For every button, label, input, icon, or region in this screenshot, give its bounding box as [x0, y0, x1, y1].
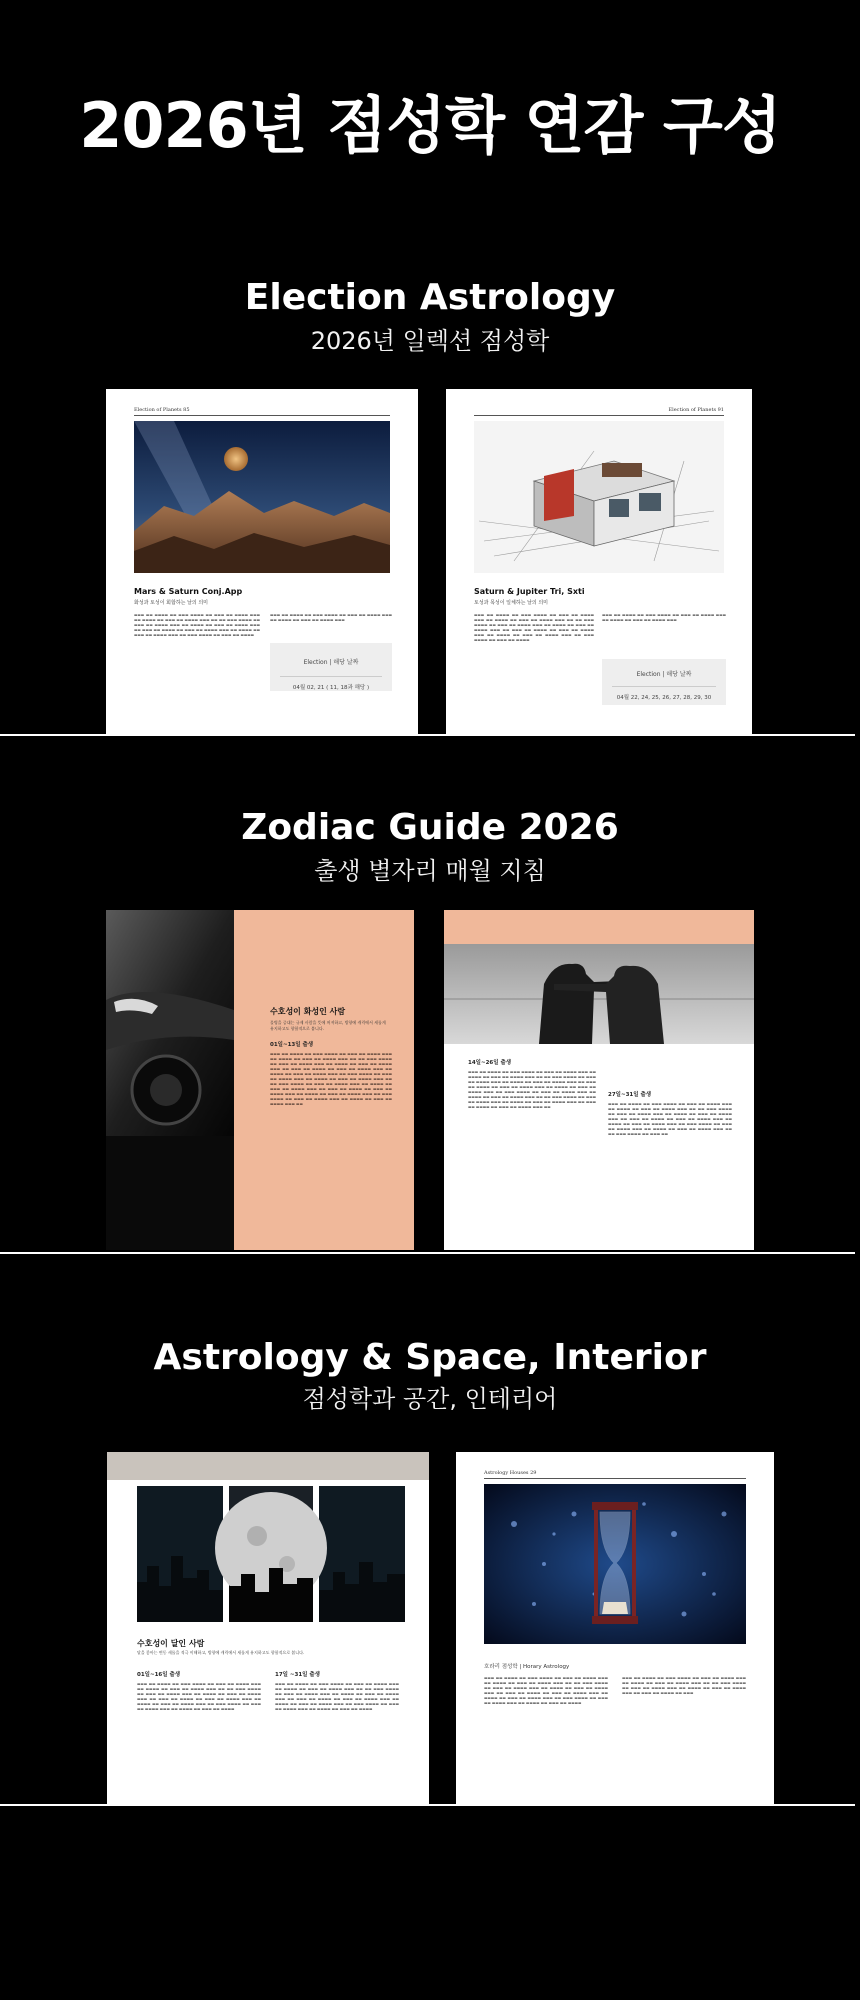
section-divider [0, 1252, 855, 1254]
car-shadow-image [106, 1136, 234, 1250]
section-election-subtitle: 2026년 일렉션 점성학 [310, 327, 550, 355]
running-head: Astrology Houses 29 [484, 1470, 537, 1476]
article-text-left: ▬▬▬ ▬▬ ▬▬▬▬ ▬▬ ▬▬▬ ▬▬▬▬ ▬▬ ▬▬▬ ▬▬ ▬▬▬▬ ▬▬▬ ▬▬ ▬▬▬▬ ▬▬ ▬▬▬ ▬▬ ▬▬▬▬ ▬▬▬ ▬▬ ▬▬ ▬▬▬ ▬▬▬▬ ▬▬ ▬▬▬ ▬▬ ▬▬▬▬ ▬▬▬ ▬▬ ▬▬▬▬ ▬▬ ▬▬▬ ▬▬ ▬▬▬▬ ▬▬▬ ▬▬ ▬▬▬ ▬▬ ▬▬▬▬ ▬▬ ▬▬▬ ▬▬ ▬▬▬▬ ▬▬▬ ▬▬ ▬▬▬▬ ▬▬ ▬▬▬ ▬▬ ▬▬▬▬ ▬▬▬ ▬▬ ▬▬▬ ▬▬▬▬ ▬▬ ▬▬▬ ▬▬ ▬▬▬▬ ▬▬▬ ▬▬ ▬▬▬▬ ▬▬ ▬▬▬ ▬▬ ▬▬▬▬ [484, 1676, 608, 1705]
section-zodiac-subtitle: 출생 별자리 매월 지침 [314, 857, 546, 885]
article-text-column-2: ▬▬▬ ▬▬ ▬▬▬▬ ▬▬ ▬▬▬ ▬▬▬▬ ▬▬ ▬▬▬ ▬▬ ▬▬▬▬ ▬▬▬ ▬▬ ▬▬▬▬ ▬▬ ▬▬▬ ▬▬ ▬▬▬▬ ▬▬▬ [270, 613, 392, 622]
section-space-title: Astrology & Space, Interior [153, 1337, 707, 1378]
period-heading-left: 01일~16일 출생 [137, 1672, 181, 1678]
section-divider [0, 734, 855, 736]
article-subheading: 물병을 증대는 규제 사람을 뜻에 꺼져하고, 방향에 캐릭에서 새롭게 유지하고도 향합적으로 봅니다. [270, 1020, 386, 1031]
soldiers-silhouette-image [444, 944, 754, 1044]
header-rule [474, 415, 724, 416]
running-head: Election of Planets 91 [668, 407, 724, 413]
section-election-title: Election Astrology [244, 277, 616, 318]
election-box-dates: 04월 22, 24, 25, 26, 27, 28, 29, 30 [612, 686, 716, 701]
article-heading: Mars & Saturn Conj.App [134, 587, 243, 596]
moon-city-image [137, 1486, 405, 1622]
space-left-page [107, 1452, 429, 1804]
article-subheading: 화성과 토성이 회합하는 날의 의미 [134, 600, 208, 606]
article-heading: 수호성이 달인 사람 [137, 1639, 205, 1648]
section-zodiac-title: Zodiac Guide 2026 [241, 807, 619, 848]
article-text-left: ▬▬▬ ▬▬ ▬▬▬▬ ▬▬ ▬▬▬ ▬▬▬▬ ▬▬ ▬▬▬ ▬▬ ▬▬▬▬ ▬▬▬ ▬▬ ▬▬▬▬ ▬▬ ▬▬▬ ▬▬ ▬▬▬▬ ▬▬▬ ▬▬ ▬▬ ▬▬▬ ▬▬▬▬ ▬▬ ▬▬▬ ▬▬ ▬▬▬▬ ▬▬▬ ▬▬ ▬▬▬▬ ▬▬ ▬▬▬ ▬▬ ▬▬▬▬ ▬▬▬ ▬▬ ▬▬▬ ▬▬ ▬▬▬▬ ▬▬ ▬▬▬ ▬▬ ▬▬▬▬ ▬▬▬ ▬▬ ▬▬▬▬ ▬▬ ▬▬▬ ▬▬ ▬▬▬▬ ▬▬▬ ▬▬ ▬▬▬ ▬▬▬▬ ▬▬ ▬▬▬ ▬▬ ▬▬▬▬ ▬▬▬ ▬▬ ▬▬▬▬ ▬▬ ▬▬▬ ▬▬ ▬▬▬▬ ▬▬▬ ▬▬ ▬▬ ▬▬▬ ▬▬▬▬ ▬▬ ▬▬▬ ▬▬ ▬▬▬▬ ▬▬▬ ▬▬ ▬▬▬▬ ▬▬ ▬▬▬ ▬▬ ▬▬▬▬ ▬▬▬ ▬▬ ▬▬▬ ▬▬ ▬▬▬▬ ▬▬ ▬▬▬ ▬▬ ▬▬▬▬ ▬▬▬ ▬▬ [468, 1070, 597, 1109]
article-subheading: 토성과 목성이 일체하는 날의 의미 [474, 600, 548, 606]
mars-landscape-image [134, 421, 390, 573]
space-right-page [456, 1452, 774, 1804]
hourglass-image [484, 1484, 746, 1644]
header-rule [484, 1478, 746, 1479]
period-heading: 01일~13일 출생 [270, 1042, 314, 1048]
architecture-sketch-image [474, 421, 724, 573]
article-subheading: 달을 좋아는 변동 새롭을 적극 이해하고, 방향에 캐릭에서 새롭게 유지하고도 향합적으로 봅니다. [137, 1650, 305, 1655]
zodiac-text-panel [234, 910, 414, 1250]
article-heading: 수호성이 화성인 사람 [270, 1007, 346, 1016]
section-divider [0, 1804, 855, 1806]
election-left-page [106, 389, 418, 735]
article-text-column-2: ▬▬▬ ▬▬ ▬▬▬▬ ▬▬ ▬▬▬ ▬▬▬▬ ▬▬ ▬▬▬ ▬▬ ▬▬▬▬ ▬▬▬ ▬▬ ▬▬▬▬ ▬▬ ▬▬▬ ▬▬ ▬▬▬▬ ▬▬▬ [602, 613, 726, 622]
running-head: Election of Planets 85 [134, 407, 190, 413]
election-dates-box [602, 659, 726, 705]
period-heading-right: 17일 ~31일 출생 [275, 1672, 320, 1678]
zodiac-right-page [444, 910, 754, 1250]
grey-header-band [107, 1452, 429, 1480]
article-text: ▬▬▬ ▬▬ ▬▬▬▬ ▬▬ ▬▬▬ ▬▬▬▬ ▬▬ ▬▬▬ ▬▬ ▬▬▬▬ ▬▬▬ ▬▬ ▬▬▬▬ ▬▬ ▬▬▬ ▬▬ ▬▬▬▬ ▬▬▬ ▬▬ ▬▬ ▬▬▬ ▬▬▬▬ ▬▬ ▬▬▬ ▬▬ ▬▬▬▬ ▬▬▬ ▬▬ ▬▬▬▬ ▬▬ ▬▬▬ ▬▬ ▬▬▬▬ ▬▬▬ ▬▬ ▬▬▬ ▬▬ ▬▬▬▬ ▬▬ ▬▬▬ ▬▬ ▬▬▬▬ ▬▬▬ ▬▬ ▬▬▬▬ ▬▬ ▬▬▬ ▬▬ ▬▬▬▬ ▬▬▬ ▬▬ ▬▬▬ ▬▬▬▬ ▬▬ ▬▬▬ ▬▬ ▬▬▬▬ ▬▬▬ ▬▬ ▬▬▬▬ ▬▬ ▬▬▬ ▬▬ ▬▬▬▬ ▬▬▬ ▬▬ ▬▬ ▬▬▬ ▬▬▬▬ ▬▬ ▬▬▬ ▬▬ ▬▬▬▬ ▬▬▬ ▬▬ ▬▬▬▬ ▬▬ ▬▬▬ ▬▬ ▬▬▬▬ ▬▬▬ ▬▬ ▬▬▬ ▬▬ ▬▬▬▬ ▬▬ ▬▬▬ ▬▬ ▬▬▬▬ ▬▬▬ ▬▬ ▬▬▬▬ ▬▬ ▬▬▬ ▬▬ ▬▬▬▬ ▬▬▬ ▬▬ ▬▬▬ ▬▬▬▬ ▬▬ ▬▬▬ ▬▬ ▬▬▬▬ ▬▬▬ ▬▬ ▬▬▬▬ ▬▬ ▬▬▬ ▬▬ ▬▬▬▬ ▬▬▬ ▬▬ [270, 1052, 392, 1106]
header-rule [134, 415, 390, 416]
article-text-right: ▬▬▬ ▬▬ ▬▬▬▬ ▬▬ ▬▬▬ ▬▬▬▬ ▬▬ ▬▬▬ ▬▬ ▬▬▬▬ ▬▬▬ ▬▬ ▬▬▬▬ ▬▬ ▬▬▬ ▬▬ ▬▬▬▬ ▬▬▬ ▬▬ ▬▬ ▬▬▬ ▬▬▬▬ ▬▬ ▬▬▬ ▬▬ ▬▬▬▬ ▬▬▬ ▬▬ ▬▬▬▬ ▬▬ ▬▬▬ ▬▬ ▬▬▬▬ ▬▬▬ ▬▬ ▬▬▬ ▬▬ ▬▬▬▬ ▬▬ ▬▬▬ ▬▬ ▬▬▬▬ ▬▬▬ ▬▬ ▬▬▬▬ ▬▬ ▬▬▬ ▬▬ ▬▬▬▬ ▬▬▬ ▬▬ ▬▬▬ ▬▬▬▬ ▬▬ ▬▬▬ ▬▬ ▬▬▬▬ ▬▬▬ ▬▬ ▬▬▬▬ ▬▬ ▬▬▬ ▬▬ ▬▬▬▬ ▬▬▬ ▬▬ ▬▬ ▬▬▬ ▬▬▬▬ ▬▬ ▬▬▬ ▬▬ [608, 1102, 732, 1136]
zodiac-left-page [106, 910, 414, 1250]
article-text-column: ▬▬▬ ▬▬ ▬▬▬▬ ▬▬ ▬▬▬ ▬▬▬▬ ▬▬ ▬▬▬ ▬▬ ▬▬▬▬ ▬▬▬ ▬▬ ▬▬▬▬ ▬▬ ▬▬▬ ▬▬ ▬▬▬▬ ▬▬▬ ▬▬ ▬▬ ▬▬▬ ▬▬▬▬ ▬▬ ▬▬▬ ▬▬ ▬▬▬▬ ▬▬▬ ▬▬ ▬▬▬▬ ▬▬ ▬▬▬ ▬▬ ▬▬▬▬ ▬▬▬ ▬▬ ▬▬▬ ▬▬ ▬▬▬▬ ▬▬ ▬▬▬ ▬▬ ▬▬▬▬ ▬▬▬ ▬▬ ▬▬▬▬ ▬▬ ▬▬▬ ▬▬ ▬▬▬▬ ▬▬▬ ▬▬ ▬▬▬ ▬▬▬▬ ▬▬ ▬▬▬ ▬▬ ▬▬▬▬ [474, 613, 594, 642]
article-heading: Saturn & Jupiter Tri, Sxti [474, 587, 585, 596]
main-title: 2026년 점성학 연감 구성 [79, 89, 781, 162]
election-box-title: Election | 해당 날짜 [303, 659, 359, 666]
article-text-right: ▬▬▬ ▬▬ ▬▬▬▬ ▬▬ ▬▬▬ ▬▬▬▬ ▬▬ ▬▬▬ ▬▬ ▬▬▬▬ ▬▬▬ ▬▬ ▬▬▬▬ ▬▬ ▬▬▬ ▬▬ ▬▬▬▬ ▬▬▬ ▬▬ ▬▬ ▬▬▬ ▬▬▬▬ ▬▬ ▬▬▬ ▬▬ ▬▬▬▬ ▬▬▬ ▬▬ ▬▬▬▬ ▬▬ ▬▬▬ ▬▬ ▬▬▬▬ ▬▬▬ ▬▬ ▬▬▬ ▬▬ ▬▬▬▬ ▬▬ ▬▬▬ ▬▬ ▬▬▬▬ ▬▬▬ ▬▬ ▬▬▬▬ ▬▬ ▬▬▬ ▬▬ ▬▬▬▬ ▬▬▬ ▬▬ ▬▬▬ ▬▬▬▬ ▬▬ ▬▬▬ ▬▬ ▬▬▬▬ ▬▬▬ ▬▬ ▬▬▬▬ ▬▬ ▬▬▬ ▬▬ ▬▬▬▬ [275, 1682, 399, 1711]
article-text-left: ▬▬▬ ▬▬ ▬▬▬▬ ▬▬ ▬▬▬ ▬▬▬▬ ▬▬ ▬▬▬ ▬▬ ▬▬▬▬ ▬▬▬ ▬▬ ▬▬▬▬ ▬▬ ▬▬▬ ▬▬ ▬▬▬▬ ▬▬▬ ▬▬ ▬▬ ▬▬▬ ▬▬▬▬ ▬▬ ▬▬▬ ▬▬ ▬▬▬▬ ▬▬▬ ▬▬ ▬▬▬▬ ▬▬ ▬▬▬ ▬▬ ▬▬▬▬ ▬▬▬ ▬▬ ▬▬▬ ▬▬ ▬▬▬▬ ▬▬ ▬▬▬ ▬▬ ▬▬▬▬ ▬▬▬ ▬▬ ▬▬▬▬ ▬▬ ▬▬▬ ▬▬ ▬▬▬▬ ▬▬▬ ▬▬ ▬▬▬ ▬▬▬▬ ▬▬ ▬▬▬ ▬▬ ▬▬▬▬ ▬▬▬ ▬▬ ▬▬▬▬ ▬▬ ▬▬▬ ▬▬ ▬▬▬▬ [137, 1682, 261, 1711]
period-heading-left: 14일~26일 출생 [468, 1060, 512, 1066]
election-dates-box [270, 643, 392, 691]
article-heading: 호라리 점성학 | Horary Astrology [484, 1664, 570, 1670]
article-text-column: ▬▬▬ ▬▬ ▬▬▬▬ ▬▬ ▬▬▬ ▬▬▬▬ ▬▬ ▬▬▬ ▬▬ ▬▬▬▬ ▬▬▬ ▬▬ ▬▬▬▬ ▬▬ ▬▬▬ ▬▬ ▬▬▬▬ ▬▬▬ ▬▬ ▬▬ ▬▬▬ ▬▬▬▬ ▬▬ ▬▬▬ ▬▬ ▬▬▬▬ ▬▬▬ ▬▬ ▬▬▬▬ ▬▬ ▬▬▬ ▬▬ ▬▬▬▬ ▬▬▬ ▬▬ ▬▬▬ ▬▬ ▬▬▬▬ ▬▬ ▬▬▬ ▬▬ ▬▬▬▬ ▬▬▬ ▬▬ ▬▬▬▬ ▬▬ ▬▬▬ ▬▬ ▬▬▬▬ ▬▬▬ ▬▬ ▬▬▬ ▬▬▬▬ ▬▬ ▬▬▬ ▬▬ ▬▬▬▬ [134, 613, 260, 637]
article-text-right: ▬▬▬ ▬▬ ▬▬▬▬ ▬▬ ▬▬▬ ▬▬▬▬ ▬▬ ▬▬▬ ▬▬ ▬▬▬▬ ▬▬▬ ▬▬ ▬▬▬▬ ▬▬ ▬▬▬ ▬▬ ▬▬▬▬ ▬▬▬ ▬▬ ▬▬ ▬▬▬ ▬▬▬▬ ▬▬ ▬▬▬ ▬▬ ▬▬▬▬ ▬▬▬ ▬▬ ▬▬▬▬ ▬▬ ▬▬▬ ▬▬ ▬▬▬▬ ▬▬▬ ▬▬ ▬▬▬ ▬▬ ▬▬▬▬ ▬▬ ▬▬▬ [622, 1676, 746, 1695]
election-box-dates: 04월 02, 21 ( 11, 18과 해당 ) [280, 676, 382, 691]
election-right-page [446, 389, 752, 735]
period-heading-right: 27일~31일 출생 [608, 1092, 652, 1098]
peach-header-band [444, 910, 754, 944]
section-space-subtitle: 점성학과 공간, 인테리어 [302, 1385, 558, 1413]
election-box-title: Election | 해당 날짜 [636, 671, 692, 678]
car-headlight-image [106, 910, 234, 1136]
